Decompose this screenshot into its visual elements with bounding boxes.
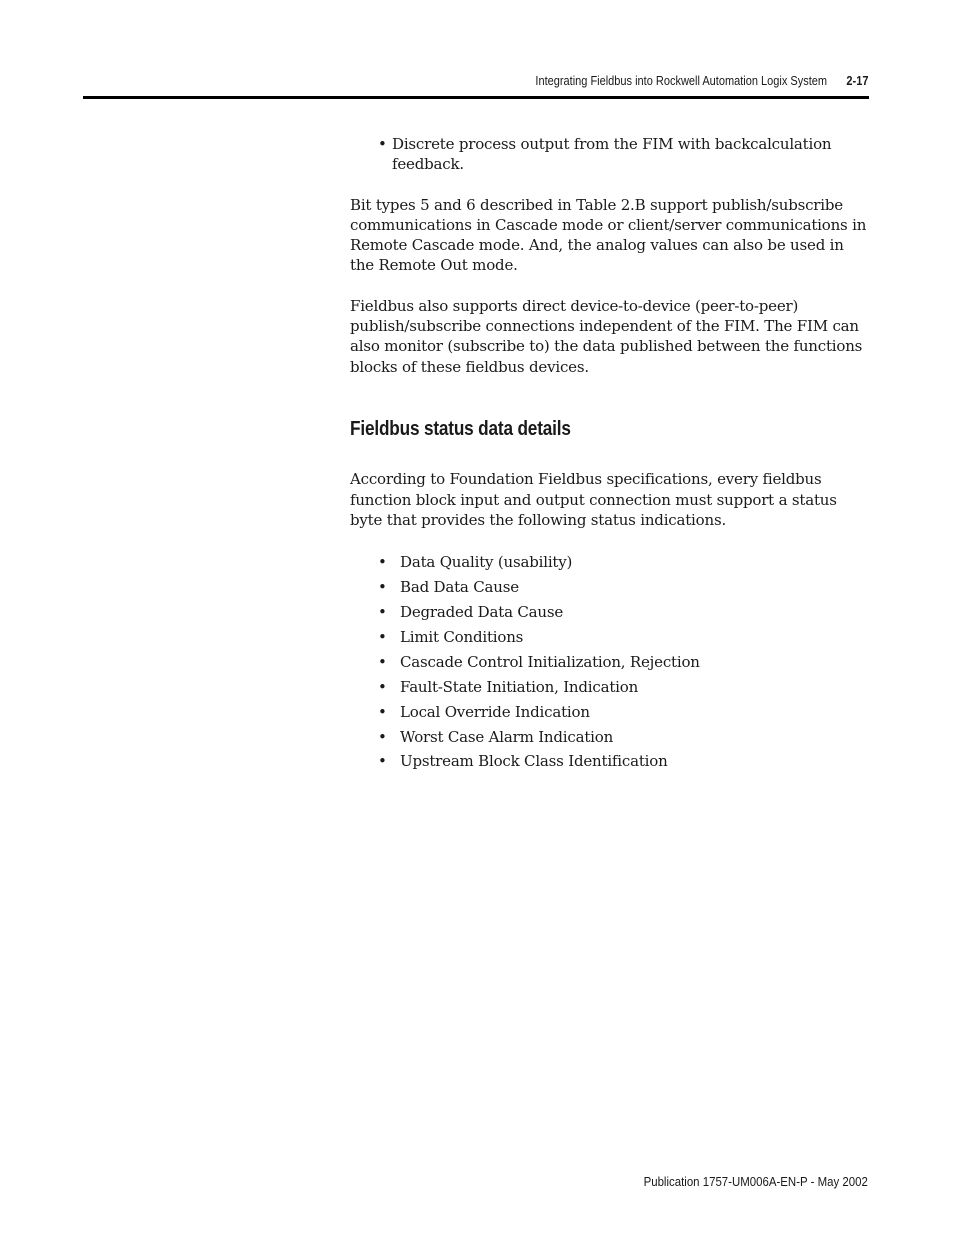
- bullet-icon: •: [378, 677, 387, 696]
- list-item: [378, 675, 870, 700]
- list-item: [378, 725, 870, 750]
- paragraph: Bit types 5 and 6 described in Table 2.B support publish/subscribe communications in Cascade mode or client/server communications in Remote Cascade mode. And, the analog values can also be used in the Remote Out mode.: [350, 195, 867, 275]
- bullet-icon: •: [378, 752, 387, 771]
- main-content: [350, 134, 870, 774]
- bullet-icon: •: [378, 627, 387, 646]
- list-item-text: Degraded Data Cause: [400, 602, 564, 621]
- header-title: Integrating Fieldbus into Rockwell Automation Logix System: [534, 74, 827, 88]
- list-item: [378, 700, 870, 725]
- paragraph: According to Foundation Fieldbus specifications, every fieldbus function block input and output connection must support a status byte that provides the following status indications.: [350, 470, 837, 529]
- list-item-text: Fault-State Initiation, Indication: [400, 677, 639, 696]
- list-item: [378, 134, 870, 175]
- bullet-icon: •: [378, 652, 387, 671]
- bullet-icon: •: [378, 578, 387, 597]
- list-item-text: Discrete process output from the FIM with backcalculation feedback.: [392, 135, 832, 174]
- bullet-icon: •: [378, 727, 387, 746]
- page-number: 2-17: [845, 74, 868, 88]
- status-indications-list: [350, 550, 870, 774]
- list-item: [378, 625, 870, 650]
- list-item-text: Upstream Block Class Identification: [400, 752, 668, 771]
- list-item: [378, 650, 870, 675]
- bullet-icon: •: [378, 553, 387, 572]
- list-item: [378, 575, 870, 600]
- list-item-text: Bad Data Cause: [400, 578, 519, 597]
- running-header: [535, 74, 868, 88]
- footer-publication: Publication 1757-UM006A-EN-P - May 2002: [643, 1174, 868, 1189]
- list-item: [378, 550, 870, 575]
- list-item: [378, 600, 870, 625]
- section-heading: Fieldbus status data details: [350, 417, 571, 440]
- list-item: [378, 749, 870, 774]
- paragraph: Fieldbus also supports direct device-to-device (peer-to-peer) publish/subscribe connections independent of the FIM. The FIM can also monitor (subscribe to) the data published between the functions blocks of these fieldbus devices.: [350, 296, 863, 376]
- list-item-text: Local Override Indication: [400, 702, 590, 721]
- list-item-text: Data Quality (usability): [400, 553, 573, 572]
- header-rule: [83, 96, 869, 99]
- bullet-icon: •: [378, 602, 387, 621]
- bullet-icon: •: [378, 702, 387, 721]
- bullet-icon: •: [378, 135, 387, 153]
- list-item-text: Worst Case Alarm Indication: [400, 727, 614, 746]
- list-item-text: Limit Conditions: [400, 627, 524, 646]
- list-item-text: Cascade Control Initialization, Rejection: [400, 652, 700, 671]
